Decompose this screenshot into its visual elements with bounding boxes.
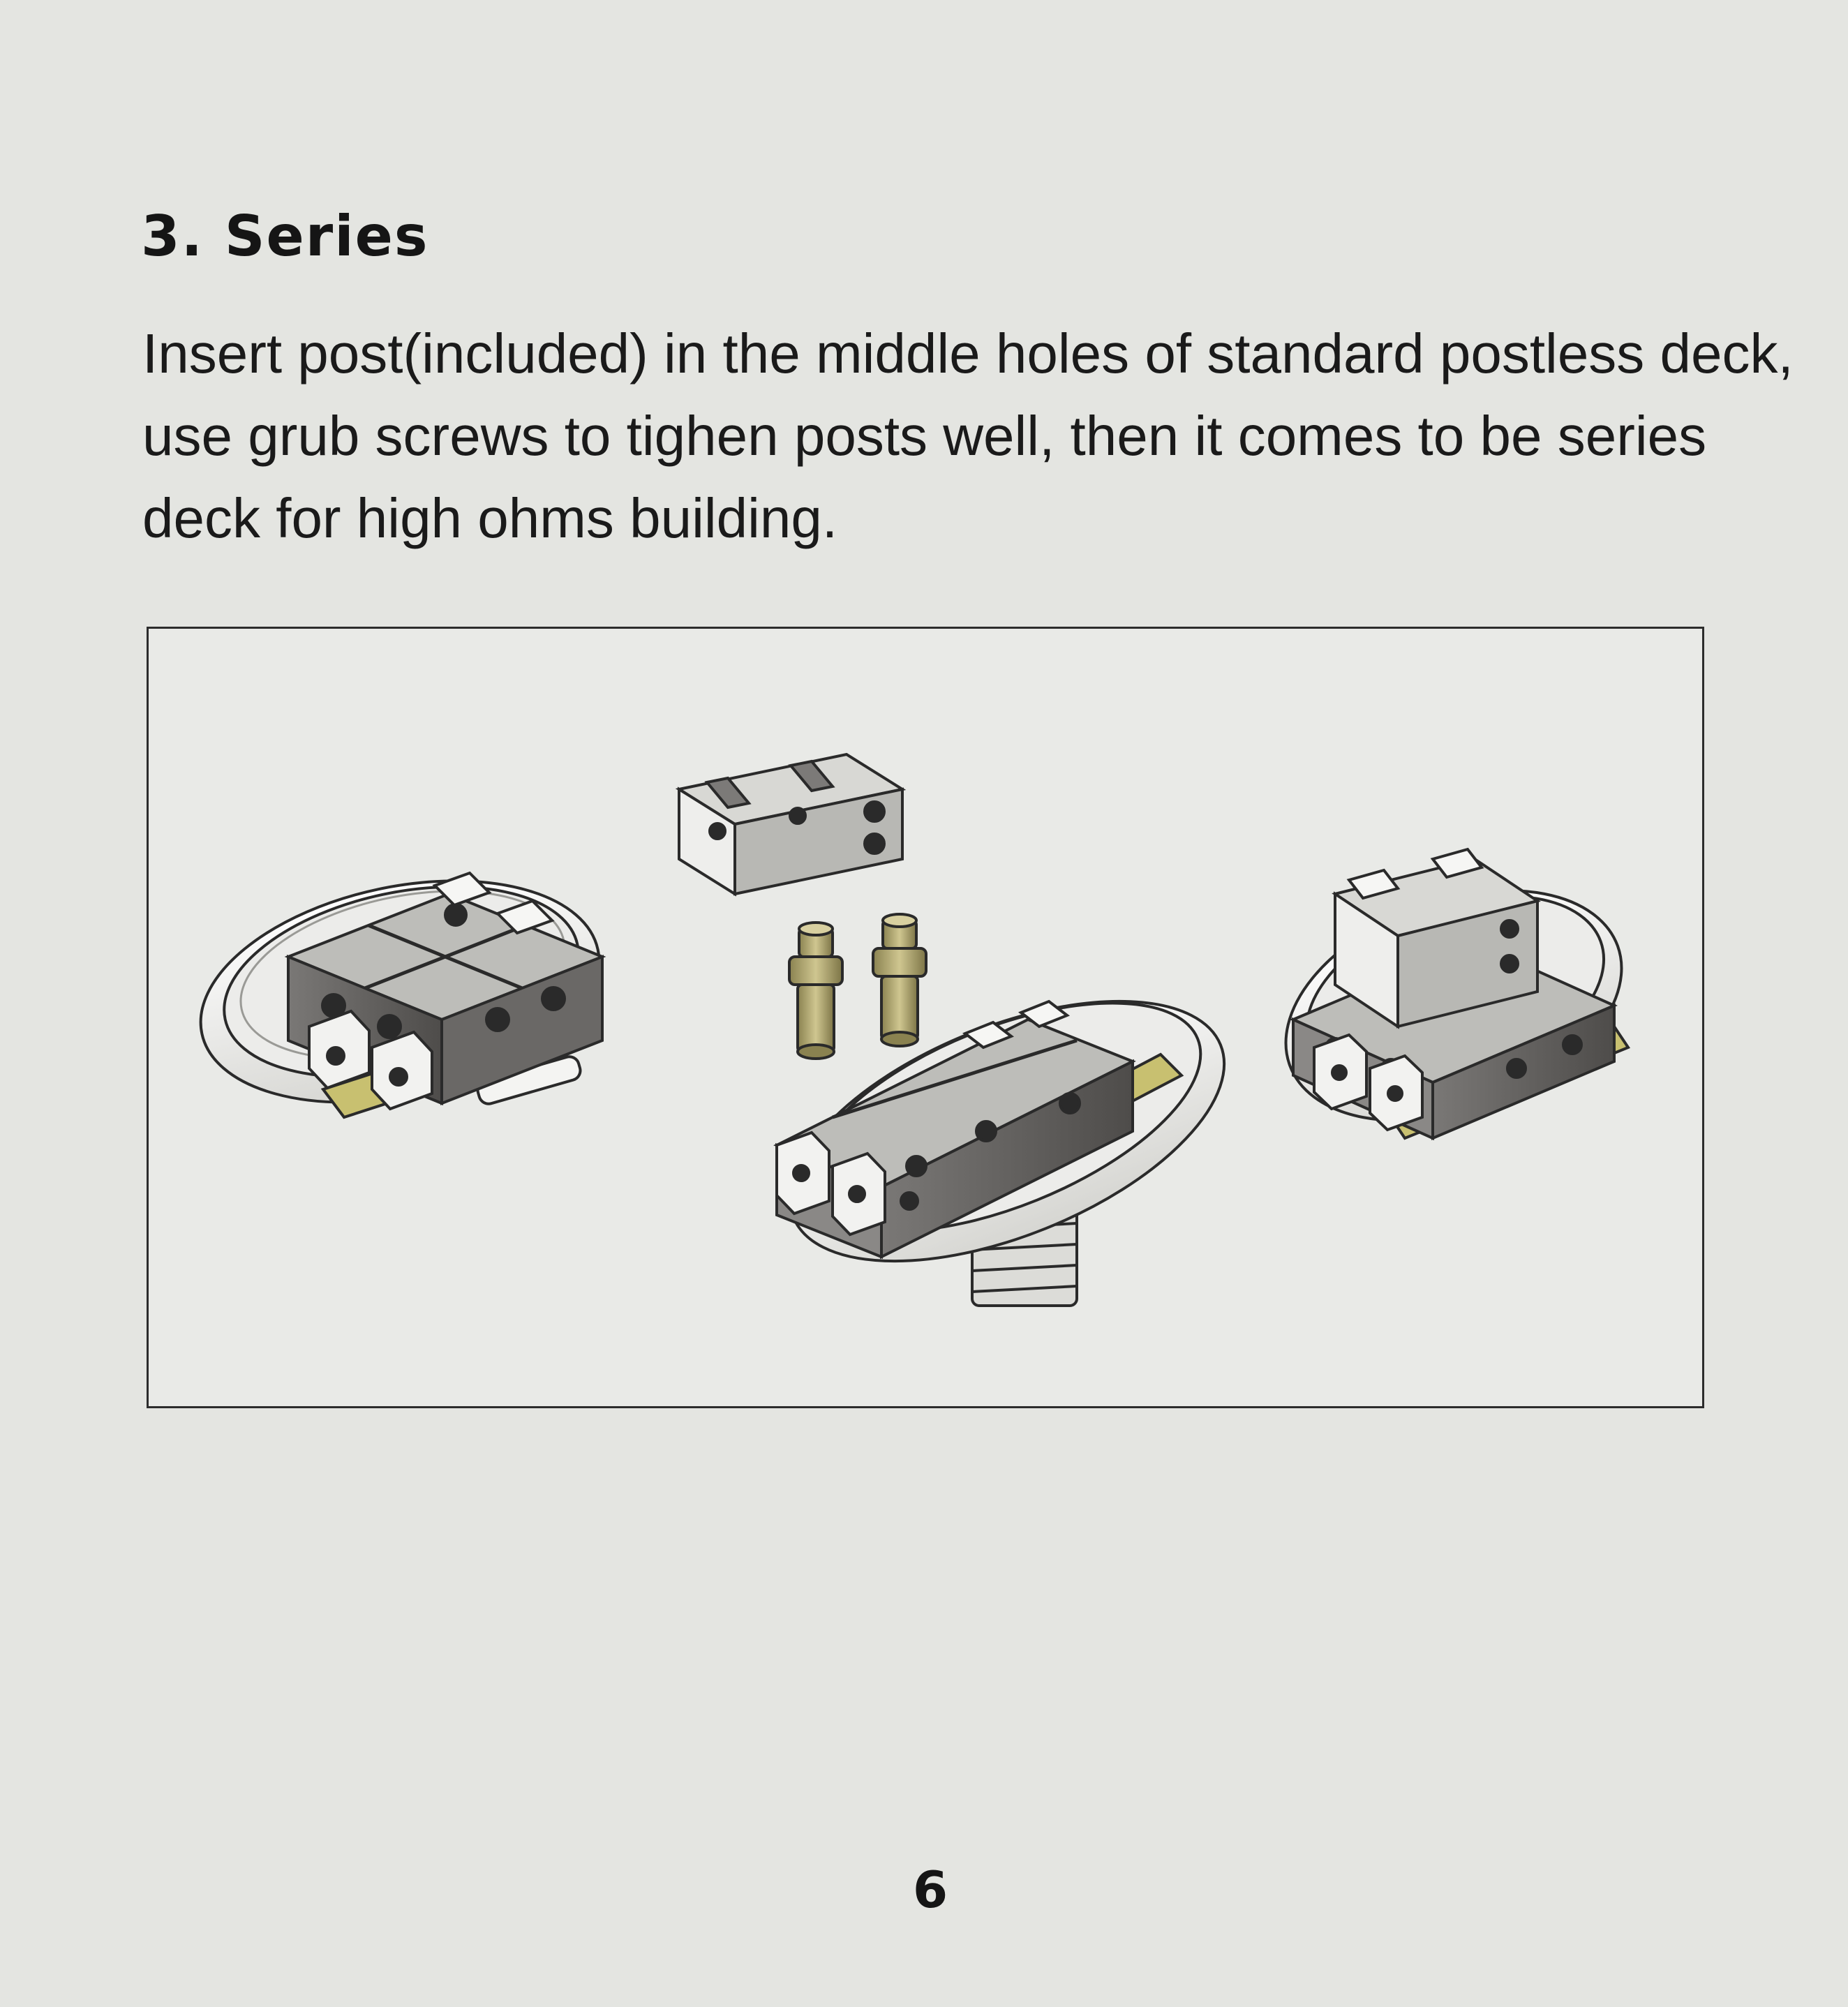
figure-illustration — [149, 629, 1702, 1406]
postless-deck-left — [180, 847, 620, 1136]
section-heading: 3. Series — [141, 204, 429, 269]
post-right — [873, 914, 926, 1046]
series-bar-part — [679, 754, 902, 894]
page-number: 6 — [912, 1860, 948, 1919]
assembly-figure — [147, 627, 1704, 1408]
instruction-paragraph: Insert post(included) in the middle holes of standard postless deck, use grub screws to tighen posts well, then it comes to be series deck for high ohms building. — [142, 322, 1794, 549]
series-deck-right — [1254, 848, 1653, 1164]
post-left — [789, 923, 842, 1059]
